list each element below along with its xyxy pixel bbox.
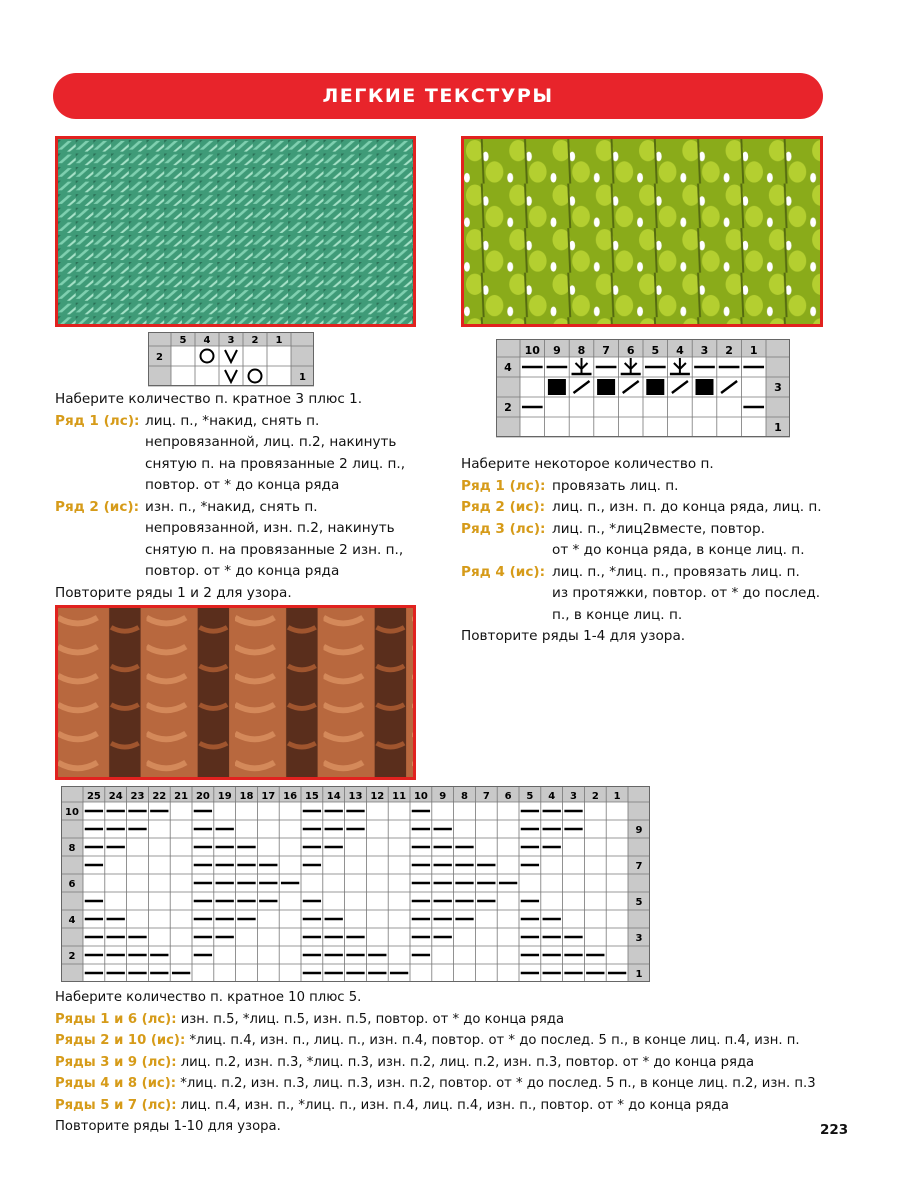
row-number-left: 8 <box>68 843 76 854</box>
row-label: Ряд 3 (лс): <box>461 520 546 537</box>
row-label: Ряды 5 и 7 (лс): <box>55 1097 177 1113</box>
row-line: изн. п.5, *лиц. п.5, изн. п.5, повтор. от * до конца ряда <box>180 1011 565 1027</box>
column-number: 18 <box>239 791 254 802</box>
column-number: 21 <box>174 791 189 802</box>
green-knit-photo <box>55 136 416 327</box>
row-line: непровязанной, изн. п.2, накинуть <box>145 520 395 536</box>
column-number: 8 <box>461 791 468 802</box>
column-number: 10 <box>413 791 428 802</box>
pattern-3-intro: Наберите количество п. кратное 10 плюс 5. <box>55 990 362 1005</box>
chart-right-band <box>628 786 650 982</box>
pattern-3-row-5 <box>55 1095 816 1117</box>
pattern-1-row-2 <box>55 497 405 583</box>
row-number-right: 5 <box>635 897 643 908</box>
column-number: 6 <box>626 344 635 357</box>
row-number-left: 10 <box>65 807 79 818</box>
row-line: от * до конца ряда, в конце лиц. п. <box>552 542 805 558</box>
column-number: 15 <box>304 791 319 802</box>
page-number: 223 <box>820 1122 849 1138</box>
pattern-3-text <box>55 987 816 1138</box>
row-number-left: 6 <box>68 879 76 890</box>
column-number: 5 <box>526 791 534 802</box>
pattern-2-row-1 <box>461 476 822 498</box>
column-number: 4 <box>676 344 684 357</box>
pattern-1-row-1 <box>55 411 405 497</box>
column-number: 22 <box>152 791 167 802</box>
column-number: 9 <box>439 791 447 802</box>
row-label: Ряд 2 (ис): <box>55 498 140 515</box>
chart-2 <box>496 339 790 438</box>
column-number: 6 <box>504 791 512 802</box>
column-number: 3 <box>227 335 235 346</box>
column-number: 8 <box>577 344 586 357</box>
row-line: лиц. п., *лиц2вместе, повтор. <box>552 520 765 537</box>
column-number: 17 <box>261 791 276 802</box>
row-number-right: 1 <box>774 421 782 434</box>
section-title: ЛЕГКИЕ ТЕКСТУРЫ <box>322 85 554 107</box>
column-number: 14 <box>326 791 341 802</box>
row-line: лиц. п., *накид, снять п. <box>145 412 320 429</box>
column-number: 24 <box>108 791 123 802</box>
section-title-banner <box>53 73 823 119</box>
row-line: лиц. п.4, изн. п., *лиц. п., изн. п.4, лиц. п.4, изн. п., повтор. от * до конца ряда <box>180 1097 729 1113</box>
row-number-right: 1 <box>635 969 643 980</box>
row-line: лиц. п., *лиц. п., провязать лиц. п. <box>552 563 800 580</box>
no-stitch-symbol <box>548 379 566 395</box>
row-number-right: 3 <box>774 381 782 394</box>
column-number: 1 <box>275 335 283 346</box>
row-number-left: 2 <box>68 951 76 962</box>
column-number: 5 <box>179 335 187 346</box>
column-number: 11 <box>392 791 407 802</box>
column-number: 2 <box>251 335 259 346</box>
pattern-1-intro: Наберите количество п. кратное 3 плюс 1. <box>55 391 363 407</box>
row-line: повтор. от * до конца ряда <box>145 477 340 493</box>
row-label: Ряды 4 и 8 (ис): <box>55 1076 177 1091</box>
column-number: 1 <box>613 791 621 802</box>
pattern-2-text <box>461 454 822 648</box>
no-stitch-symbol <box>696 379 714 395</box>
lime-knit-photo <box>461 136 823 327</box>
row-label: Ряды 2 и 10 (ис): <box>55 1033 186 1048</box>
column-number: 23 <box>130 791 145 802</box>
row-line: лиц. п.2, изн. п.3, *лиц. п.3, изн. п.2, лиц. п.2, изн. п.3, повтор. от * до конца ряда <box>180 1054 755 1070</box>
no-stitch-symbol <box>646 379 664 395</box>
row-label: Ряд 4 (ис): <box>461 563 546 580</box>
row-number-left: 4 <box>504 361 512 374</box>
column-number: 7 <box>482 791 490 802</box>
row-line: *лиц. п.4, изн. п., лиц. п., изн. п.4, повтор. от * до послед. 5 п., в конце лиц. п.4, изн. п. <box>189 1033 800 1048</box>
row-line: из протяжки, повтор. от * до послед. <box>552 585 821 601</box>
row-line: снятую п. на провязанные 2 изн. п., <box>145 541 404 558</box>
pattern-2-intro: Наберите некоторое количество п. <box>461 456 714 472</box>
column-number: 20 <box>195 791 210 802</box>
column-number: 3 <box>570 791 577 802</box>
column-number: 1 <box>749 344 758 357</box>
pattern-3-outro: Повторите ряды 1-10 для узора. <box>55 1119 281 1134</box>
row-number-left: 4 <box>68 915 76 926</box>
column-number: 19 <box>217 791 232 802</box>
pattern-1-outro: Повторите ряды 1 и 2 для узора. <box>55 584 292 601</box>
column-number: 7 <box>602 344 610 357</box>
row-line: провязать лиц. п. <box>552 477 679 494</box>
column-number: 5 <box>651 344 660 357</box>
row-label: Ряд 1 (лс): <box>461 477 546 494</box>
column-number: 25 <box>86 791 101 802</box>
brown-knit-photo <box>55 605 416 780</box>
row-label: Ряды 3 и 9 (лс): <box>55 1054 177 1070</box>
row-number-left: 2 <box>156 352 163 363</box>
pattern-2-row-2 <box>461 497 822 519</box>
pattern-3-row-4 <box>55 1073 816 1095</box>
column-number: 2 <box>725 344 733 357</box>
chart-3 <box>61 786 650 982</box>
chart-1 <box>148 332 314 392</box>
pattern-2-row-3 <box>461 519 822 562</box>
row-number-right: 3 <box>635 933 643 944</box>
column-number: 2 <box>591 791 599 802</box>
pattern-2-row-4 <box>461 562 822 627</box>
column-number: 16 <box>283 791 298 802</box>
column-number: 10 <box>524 344 540 357</box>
column-number: 4 <box>548 791 556 802</box>
column-number: 9 <box>553 344 561 357</box>
row-line: лиц. п., изн. п. до конца ряда, лиц. п. <box>552 499 822 515</box>
row-label: Ряд 2 (ис): <box>461 499 546 515</box>
row-line: непровязанной, лиц. п.2, накинуть <box>145 434 397 450</box>
row-number-right: 7 <box>635 861 643 872</box>
pattern-1-text <box>55 389 405 604</box>
row-label: Ряды 1 и 6 (лс): <box>55 1011 177 1027</box>
pattern-3-row-2 <box>55 1030 816 1052</box>
row-line: повтор. от * до конца ряда <box>145 563 340 579</box>
pattern-3-row-3 <box>55 1052 816 1074</box>
row-number-left: 2 <box>504 401 512 414</box>
row-number-right: 9 <box>635 825 643 836</box>
row-number-right: 1 <box>299 372 306 383</box>
column-number: 4 <box>203 335 211 346</box>
chart-left-band <box>496 339 520 437</box>
row-line: п., в конце лиц. п. <box>552 606 683 623</box>
column-number: 3 <box>700 344 709 357</box>
row-line: изн. п., *накид, снять п. <box>145 498 318 515</box>
row-line: *лиц. п.2, изн. п.3, лиц. п.3, изн. п.2, повтор. от * до послед. 5 п., в конце лиц. п.2, изн. п.3 <box>180 1076 816 1091</box>
column-number: 13 <box>348 791 363 802</box>
pattern-3-row-1 <box>55 1009 816 1031</box>
row-label: Ряд 1 (лс): <box>55 412 140 429</box>
column-number: 12 <box>370 791 385 802</box>
pattern-2-outro: Повторите ряды 1-4 для узора. <box>461 628 686 644</box>
row-line: снятую п. на провязанные 2 лиц. п., <box>145 455 406 472</box>
no-stitch-symbol <box>597 379 615 395</box>
